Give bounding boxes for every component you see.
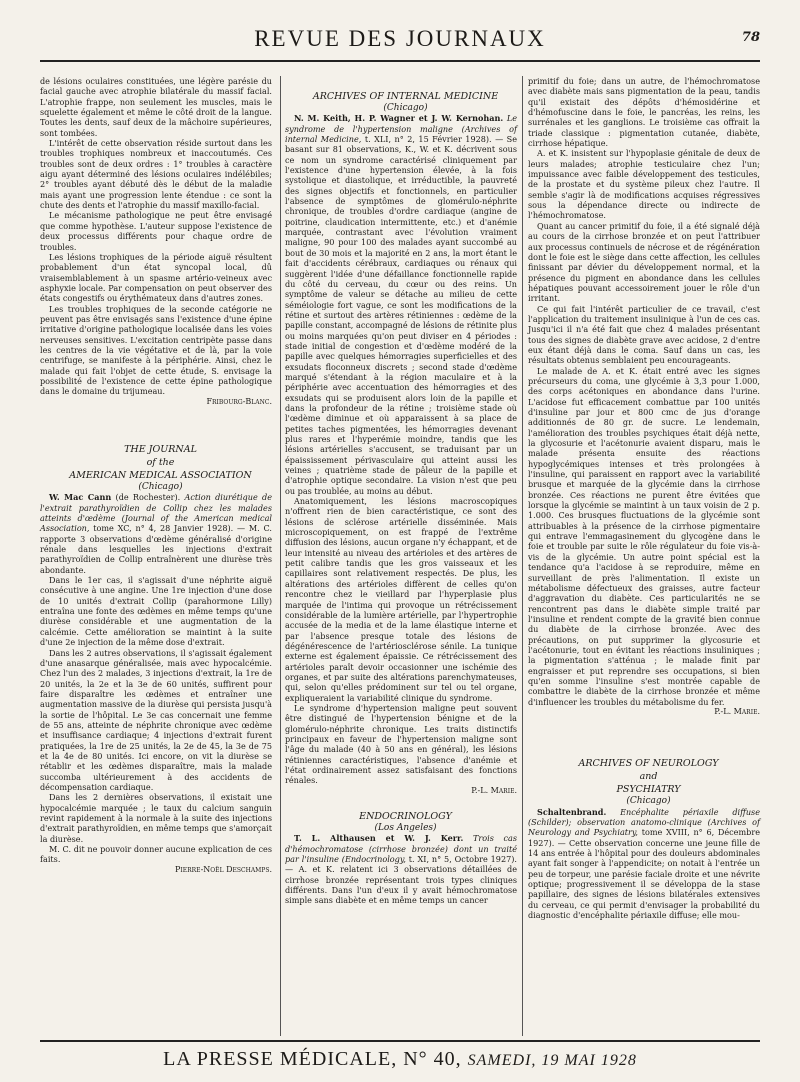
paragraph: Anatomiquement, les lésions macroscopiques n'offrent rien de bien caractéristique, ce sont des lésions de sclérose artérielle disséminée. Mais microscopiquement, on est frappé de l'extrême diffusion des lésions, aucun organe n'y échappant, et de leur intensité au niveau des artérioles et des artères de petit calibre tandis que les gros vaisseaux et les capillaires sont relativement respectés. De plus, les altérations des artérioles diffèrent de celles qu'on rencontre chez le vieillard par l'hyperplasie plus marquée de l'intima qui provoque un rétrécissement considérable de la lumière artérielle, par l'hypertrophie accusée de la media et de la lame élastique interne et par l'absence presque totale des lésions de dégénérescence de l'artériosclérose sénile. La tunique externe est également épaissie. Ce rétrécissement des artérioles paraît devoir occasionner une ischémie des organes, et par suite des altérations parenchymateuses, qui, selon qu'elles prédominent sur tel ou tel organe, expliqueraient la variabilité clinique du syndrome. (285, 496, 517, 703)
article-author: N. M. Keith, H. P. Wagner et J. W. Kernohan. (294, 113, 504, 124)
article-abstract (528, 807, 760, 921)
section-heading: ARCHIVES OF NEUROLOGY (578, 758, 719, 770)
journal-name: LA PRESSE MÉDICALE, N° 40, (163, 1048, 462, 1070)
article-author: T. L. Althausen et W. J. Kerr. (294, 833, 464, 844)
section-subheading: (Chicago) (383, 103, 428, 113)
article-abstract (40, 492, 272, 575)
section-subheading: (Los Angeles) (374, 823, 437, 834)
article-abstract (285, 833, 517, 905)
paragraph: Dans les 2 autres observations, il s'agissait également d'une anasarque généralisée, mais avec hypocalcémie. Chez l'un des 2 malades, 3 injections d'extrait, la 1re de 20 unités, la 2e et la 3e de 60 unités, suffirent pour faire disparaître les œdèmes et entraîner une augmentation massive de la diurèse qui persista jusqu'à la sortie de l'hôpital. Le 3e cas concernait une femme de 55 ans, atteinte de néphrite chronique avec œdème et insuffisance cardiaque; 4 injections d'extrait furent pratiquées, la 1re de 25 unités, la 2e de 45, la 3e de 75 et la 4e de 80 unités. Ici encore, on vit la diurèse se rétablir et les œdèmes disparaître, mais la malade succomba ultérieurement à des accidents de décompensation cardiaque. (40, 647, 272, 792)
article-title: Trois cas d'hémochromatose (cirrhose bronzée) dont un traité par l'insuline (Endocrinology, (285, 833, 517, 865)
paragraph: L'intérêt de cette observation réside surtout dans les troubles trophiques nombreux et inaccoutumés. Ces troubles sont de deux ordres : 1° troubles à caractère aigu ayant déterminé des lésions oculaires indélébiles; 2° troubles ayant débuté dès le début de la maladie mais ayant une progression lente étendue : ce sont la chute des dents et l'atrophie du massif maxillo-facial. (40, 138, 272, 211)
section-heading: AMERICAN MEDICAL ASSOCIATION (69, 470, 252, 481)
article-text: t. XI, n° 5, Octobre 1927). — A. et K. relatent ici 3 observations détaillées de cirrhose bronzée représentant trois types cliniques différents. Dans l'un d'eux il y avait hémochromatose simple sans diabète et en même temps un cancer (285, 854, 517, 906)
section-heading: ENDOCRINOLOGY (359, 811, 452, 823)
section-subheading: (Chicago) (626, 796, 671, 807)
paragraph: Dans le 1er cas, il s'agissait d'une néphrite aiguë consécutive à une angine. Une 1re injection d'une dose de 10 unités d'extrait Collip (parahormone Lilly) entraîna une fonte des œdèmes en même temps qu'une diurèse considérable et une augmentation de la calcémie. Cette amélioration se maintint à la suite d'une 2e injection de la même dose d'extrait. (40, 575, 272, 648)
footer-line (40, 1048, 760, 1071)
paragraph: A. et K. insistent sur l'hypoplasie génitale de deux de leurs malades; atrophie testiculaire chez l'un; impuissance avec faible développement des testicules, de la prostate et du système pileux chez l'autre. Il semble s'agir là de modifications acquises régressives sous la dépendance directe ou indirecte de l'hémochromatose. (528, 148, 760, 221)
article-title: Le syndrome de l'hypertension maligne (Archives of internal Medicine, (285, 113, 517, 145)
page-number: 78 (741, 30, 760, 45)
paragraph: primitif du foie; dans un autre, de l'hémochromatose avec diabète mais sans pigmentation de la peau, tandis qu'il existait des dépôts d'hémosidérine et d'hémofuscine dans le foie, le pancréas, les reins, les surrénales et les ganglions. Le troisième cas offrait la triade classique : pigmentation cutanée, diabète, cirrhose hépatique. (528, 76, 760, 149)
section-heading: PSYCHIATRY (616, 784, 681, 796)
paragraph: Le syndrome d'hypertension maligne peut souvent être distingué de l'hypertension bénigne et de la glomérulo-néphrite chronique. Les traits distinctifs principaux en faveur de l'hypertension maligne sont l'âge du malade (40 à 50 ans en général), les lésions rétiniennes caractéristiques, l'absence d'anémie et l'état ordinairement assez satisfaisant des fonctions rénales. (285, 702, 517, 786)
article-text: (de Rochester). (111, 492, 185, 503)
paragraph: Quant au cancer primitif du foie, il a été signalé déjà au cours de la cirrhose bronzée et on peut l'attribuer aux processus continuels de nécrose et de régénération dont le foie est le siège dans cette affection, les cellules finissant par dévier du développement normal, et la présence du pigment en abondance dans les cellules hépatiques pouvant accessoirement jouer le rôle d'un irritant. (528, 220, 760, 304)
paragraph: de lésions oculaires constituées, une légère parésie du facial gauche avec atrophie bilatérale du massif facial. L'atrophie frappe, non seulement les muscles, mais le squelette également et même le côté droit de la langue. Toutes les dents, sauf deux de la mâchoire supérieures, sont tombées. (40, 76, 272, 138)
signature: P.-L. Marie. (714, 706, 760, 716)
article-text: t. XLI, n° 2, 15 Février 1928). — Se basant sur 81 observations, K., W. et K. décrivent sous ce nom un syndrome caractérisé cliniquement par l'existence d'une hypertension élevée, à la fois systolique et diastolique, et irréductible, la pauvreté des signes objectifs et fonctionnels, en particulier l'absence de symptômes de glomérulo-néphrite chronique, de troubles d'ordre cardiaque (angine de poitrine, claudication intermittente, etc.) et d'anémie marquée, contrastant avec l'évolution vraiment maligne, 90 pour 100 des malades ayant succombé au bout de 30 mois et la majorité en 2 ans, la mort étant le fait d'accidents cérébraux, cardiaques ou rénaux qui suggèrent l'idée d'une défaillance fonctionnelle rapide du côté du cerveau, du cœur ou des reins. Un symptôme de valeur se détache au milieu de cette séméiologie fort vague, ce sont les modifications de la rétine et surtout des artères rétiniennes : œdème de la papille constant, accompagné de lésions de rétinite plus ou moins marquées qu'on peut diviser en 4 périodes : stade initial de congestion et d'œdème modéré de la papille avec quelques hémorragies superficielles et des exsudats floconneux discrets ; second stade d'œdème marqué s'étendant à la région maculaire et à la périphérie avec accentuation des hémorragies et des exsudats qui se produisent alors loin de la papille et dans la profondeur de la rétine ; troisième stade où l'œdème diminue et où apparaissent à sa place de petites taches pigmentées, les hémorragies devenant plus rares et l'hyperémie moindre, tandis que les lésions artérielles s'accusent, se traduisant par un épaississement périvasculaire qui atteint aussi les veines ; quatrième stade de pâleur de la papille et d'atrophie optique secondaire. La vision n'est que peu ou pas troublée, au moins au début. (285, 134, 517, 496)
signature: Pierre-Noël Deschamps. (175, 864, 272, 874)
column-middle (285, 76, 517, 906)
signature: P.-L. Marie. (471, 785, 517, 795)
column-left (40, 76, 272, 875)
article-author: Schaltenbrand. (537, 806, 607, 817)
article-author: W. Mac Cann (49, 492, 112, 503)
article-abstract (285, 113, 517, 496)
section-heading: THE JOURNAL (124, 444, 197, 455)
column-rule-right (522, 76, 523, 1036)
signature: Fribourg-Blanc. (206, 396, 272, 406)
paragraph: M. C. dit ne pouvoir donner aucune explication de ces faits. (40, 844, 272, 865)
article-text: tome XVIII, n° 6, Décembre 1927). — Cette observation concerne une jeune fille de 14 ans entrée à l'hôpital pour des douleurs abdominales ayant fait songer à l'appendicite; on notait à l'entrée un peu de torpeur, une parésie faciale droite et une névrite optique; progressivement il se développa de la stase papillaire, des signes de lésions bilatérales extensives du cerveau, ce qui permit d'envisager la probabilité du diagnostic d'encéphalite périaxile diffuse; elle mou- (528, 827, 760, 921)
section-heading: and (639, 771, 658, 783)
column-right (528, 76, 760, 920)
page-footer (40, 1040, 760, 1074)
paragraph: Ce qui fait l'intérêt particulier de ce travail, c'est l'application du traitement insulinique à l'un de ces cas. Jusqu'ici il n'a été fait que chez 4 malades présentant tous des signes de diabète grave avec acidose, 2 d'entre eux étant déjà dans le coma. Sauf dans un cas, les résultats obtenus semblaient peu encourageants. (528, 303, 760, 366)
article-text: tome XC, n° 4, 28 Janvier 1928). — M. C. rapporte 3 observations d'œdème généralisé d'origine rénale dans lesquelles les injections d'extrait parathyroïdien de Collip entraînèrent une diurèse très abondante. (40, 523, 272, 575)
article-title: Encéphalite périaxile diffuse (Schilder); observation anatomo-clinique (Archives of Neurology and Psychiatry, (528, 806, 760, 838)
column-rule-left (280, 76, 281, 1036)
section-heading: ARCHIVES OF INTERNAL MEDICINE (312, 91, 499, 102)
running-title: REVUE DES JOURNAUX (254, 26, 546, 51)
section-subheading: (Chicago) (138, 482, 183, 492)
article-title: Action diurétique de l'extrait parathyroïdien de Collip chez les malades atteints d'œdème (Journal of the American medical Association, (40, 492, 272, 534)
paragraph: Les troubles trophiques de la seconde catégorie ne peuvent pas être envisagés sans l'existence d'une épine irritative d'origine pathologique localisée dans les voies nerveuses sensitives. L'excitation centripète passe dans les centres de la vie végétative et de là, par la voie centrifuge, se manifeste à la périphérie. Ainsi, chez le malade qui fait l'objet de cette étude, S. envisage la possibilité de l'existence de cette épine pathologique dans le domaine du trijumeau. (40, 303, 272, 397)
paragraph: Les lésions trophiques de la période aiguë résultent probablement d'un état syncopal local, dû vraisemblablement à un spasme artério-veineux avec asphyxie locale. Par compensation on peut observer des états congestifs ou érythémateux dans d'autres zones. (40, 251, 272, 304)
section-heading: of the (146, 457, 175, 468)
issue-date: SAMEDI, 19 MAI 1928 (467, 1052, 637, 1069)
page-header (40, 26, 760, 62)
paragraph: Le malade de A. et K. était entré avec les signes précurseurs du coma, une glycémie à 3,3 pour 1.000, des corps acétoniques en abondance dans l'urine. L'acidose fut efficacement combattue par 100 unités d'insuline par jour et 800 cmc de jus d'orange additionnés de 80 gr. de sucre. Le lendemain, l'amélioration des troubles psychiques était déjà nette, la glycosurie et l'acétonurie avaient disparu, mais le malade présenta ensuite des réactions hypoglycémiques intenses et très prolongées à l'insuline, qui paraissent en rapport avec la variabilité brusque et marquée de la glycémie dans la cirrhose bronzée. Ces réactions ne purent être évitées que lorsque la glycémie se maintint à un taux voisin de 2 p. 1.000. Ces brusques fluctuations de la glycémie sont attribuables à la présence de la cirrhose pigmentaire qui entrave l'emmagasinement du glycogène dans le foie et trouble par suite le rôle régulateur du foie vis-à-vis de la glycémie. Un autre point spécial est la tendance qu'a l'acidose à se reproduire, même en surveillant de près l'alimentation. Il existe un métabolisme défectueux des graisses, autre facteur d'aggravation du diabète. Ces particularités ne se rencontrent pas dans le diabète simple traité par l'insuline et rendent compte de la gravité bien connue du diabète de la cirrhose bronzée. Avec des précautions, on put supprimer la glycosurie et l'acétonurie, tout en évitant les réactions insuliniques ; la pigmentation s'atténua ; le malade finit par engraisser et put reprendre ses occupations, si bien qu'en somme l'insuline s'est montrée capable de combattre le diabète de la cirrhose bronzée et même d'influencer les troubles du métabolisme du fer. (528, 365, 760, 707)
paragraph: Le mécanisme pathologique ne peut être envisagé que comme hypothèse. L'auteur suppose l'existence de deux processus différents pour chaque ordre de troubles. (40, 210, 272, 252)
paragraph: Dans les 2 dernières observations, il existait une hypocalcémie marquée ; le taux du calcium sanguin revint rapidement à la normale à la suite des injections d'extrait parathyroïdien, en même temps que s'amorçait la diurèse. (40, 792, 272, 844)
